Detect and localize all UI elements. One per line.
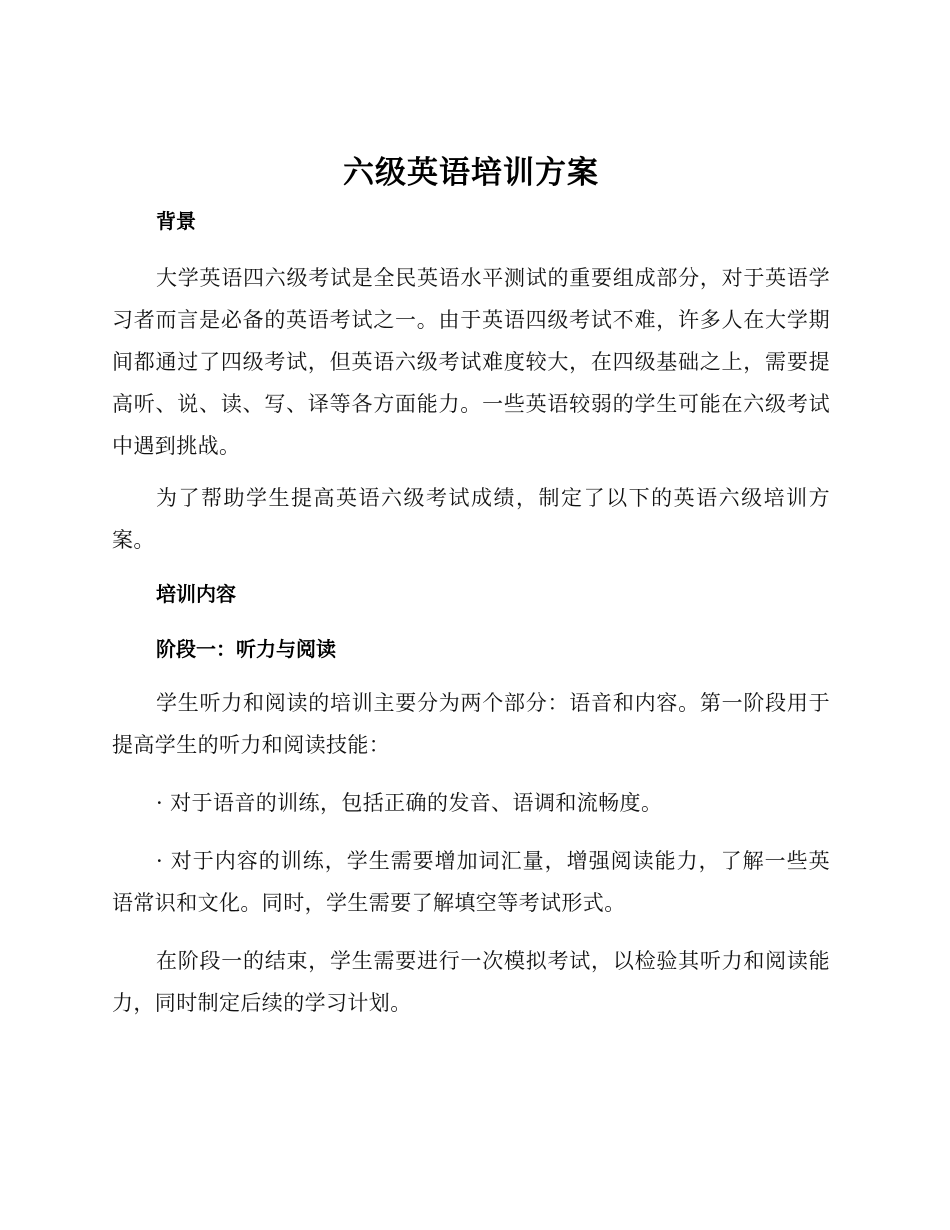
stage-1-bullet-1: · 对于语音的训练，包括正确的发音、语调和流畅度。 [156,791,663,815]
background-paragraph-2: 为了帮助学生提高英语六级考试成绩，制定了以下的英语六级培训方案。 [112,486,830,552]
stage-1-bullet-2: · 对于内容的训练，学生需要增加词汇量，增强阅读能力，了解一些英语常识和文化。同时，学生需要了解填空等考试形式。 [112,849,830,915]
section-heading-stage-1: 阶段一：听力与阅读 [156,637,336,661]
section-heading-background: 背景 [156,209,196,233]
section-heading-training-content: 培训内容 [156,582,236,606]
stage-1-conclusion: 在阶段一的结束，学生需要进行一次模拟考试，以检验其听力和阅读能力，同时制定后续的学习计划。 [112,949,830,1015]
background-paragraph-1: 大学英语四六级考试是全民英语水平测试的重要组成部分，对于英语学习者而言是必备的英语考试之一。由于英语四级考试不难，许多人在大学期间都通过了四级考试，但英语六级考试难度较大，在四级基础之上，需要提高听、说、读、写、译等各方面能力。一些英语较弱的学生可能在六级考试中遇到挑战。 [112,266,830,458]
document-title: 六级英语培训方案 [343,155,599,191]
document-page [112,148,830,1024]
stage-1-paragraph: 学生听力和阅读的培训主要分为两个部分：语音和内容。第一阶段用于提高学生的听力和阅读技能： [112,691,830,757]
